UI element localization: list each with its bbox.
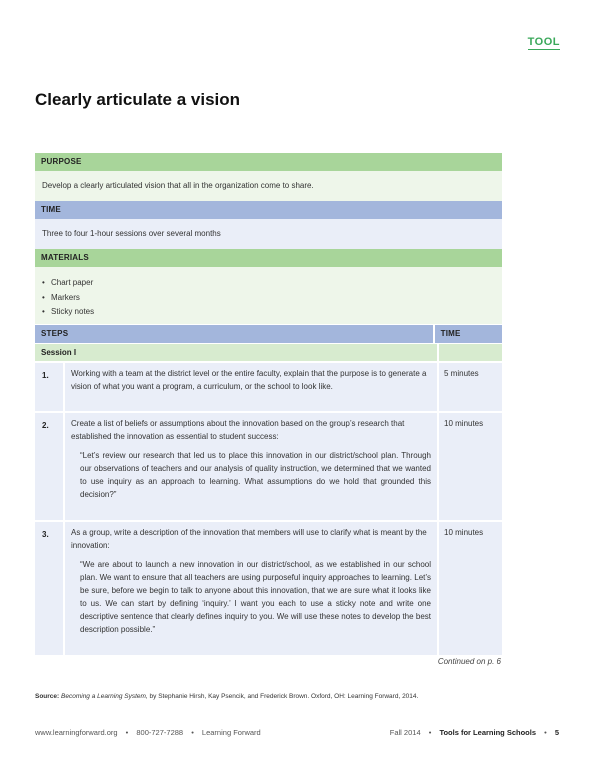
steps-header-row — [35, 325, 502, 343]
bullet-icon: • — [42, 307, 45, 316]
steps-time-header: TIME — [435, 325, 502, 343]
step-text: Create a list of beliefs or assumptions about the innovation based on the group’s research that established the innovation as essential to student success: — [71, 419, 405, 441]
steps-header: STEPS — [35, 325, 433, 343]
time-text: Three to four 1-hour sessions over several months — [35, 219, 502, 249]
step-time: 10 minutes — [439, 522, 502, 655]
footer-separator: • — [191, 728, 194, 737]
footer-left — [35, 728, 261, 737]
session-row — [35, 344, 502, 361]
tool-label: TOOL — [527, 36, 560, 48]
step-quote: “We are about to launch a new innovation in our district/school, as we established in our school plan. We want to ensure that all teachers are using purposeful inquiry approaches to learning. Let’s be sure, before we begin to talk to anyone about this innovation, that we are sure what it looks like to us. We can start by defining ‘inquiry.’ I want you each to use a sticky note and write one descriptive sentence that clearly defines inquiry to you. We will use these notes to develop the best description possible.” — [80, 560, 431, 634]
list-item — [42, 305, 502, 320]
step-number: 3. — [35, 522, 63, 655]
purpose-text: Develop a clearly articulated vision that all in the organization come to share. — [35, 171, 502, 201]
material-item: Sticky notes — [51, 307, 95, 316]
list-item — [42, 291, 502, 306]
page-title: Clearly articulate a vision — [35, 90, 241, 109]
footer-right — [390, 728, 559, 737]
source-book: Becoming a Learning System, — [61, 693, 148, 700]
footer-org: Learning Forward — [201, 728, 261, 737]
table-row — [35, 522, 502, 655]
bullet-icon: • — [42, 292, 45, 302]
session-label: Session I — [35, 344, 437, 361]
footer-publication: Tools for Learning Schools — [439, 728, 536, 737]
source-label: Source: — [35, 693, 60, 700]
step-description — [65, 363, 437, 411]
footer-separator: • — [125, 728, 129, 737]
page-number: 5 — [554, 728, 559, 737]
continued-note: Continued on p. 6 — [437, 657, 501, 666]
step-number: 2. — [35, 413, 63, 520]
footer-separator: • — [544, 728, 547, 737]
materials-header: MATERIALS — [35, 249, 502, 267]
table-row — [35, 413, 502, 520]
footer-issue: Fall 2014 — [389, 728, 421, 737]
material-item: Markers — [51, 292, 80, 302]
purpose-header: PURPOSE — [35, 153, 502, 171]
step-number: 1. — [35, 363, 63, 411]
list-item — [42, 276, 502, 291]
footer-separator: • — [428, 728, 432, 737]
material-item: Chart paper — [51, 278, 94, 287]
step-time: 5 minutes — [439, 363, 502, 411]
session-time-cell — [439, 344, 502, 361]
footer-website: www.learningforward.org — [35, 728, 118, 737]
step-text: Working with a team at the district level or the entire faculty, explain that the purpose is to generate a vision of what you want a program, a curriculum, or the school to look like. — [71, 369, 427, 391]
tool-table — [35, 153, 502, 655]
step-description — [65, 413, 437, 520]
step-text: As a group, write a description of the innovation that members will use to clarify what is meant by the innovation: — [71, 528, 427, 550]
materials-list — [35, 267, 502, 324]
bullet-icon: • — [42, 278, 45, 287]
table-row — [35, 363, 502, 411]
step-time: 10 minutes — [439, 413, 502, 520]
time-header: TIME — [35, 201, 502, 219]
source-details: by Stephanie Hirsh, Kay Psencik, and Frederick Brown. Oxford, OH: Learning Forward, 2014. — [147, 693, 419, 700]
source-citation — [35, 693, 418, 700]
step-description — [65, 522, 437, 655]
step-quote: “Let’s review our research that led us to place this innovation in our district/school plan. Through our observations of teachers and our analysis of quality instruction, we determined that we wanted to use inquiry as an approach to learning. What assumptions do we hold that grounded this decision?” — [80, 451, 431, 499]
footer-phone: 800-727-7288 — [136, 728, 184, 737]
